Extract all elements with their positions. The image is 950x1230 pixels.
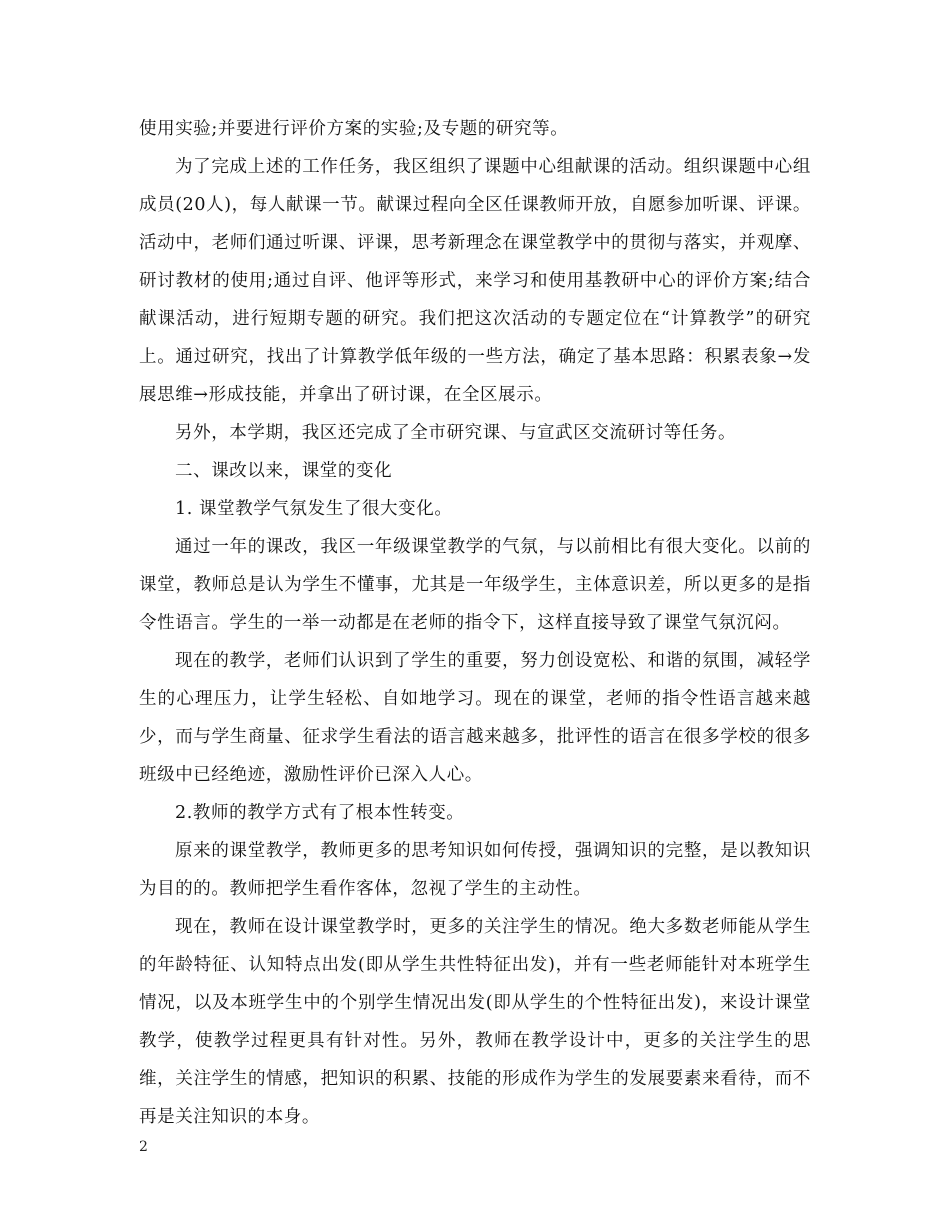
section-heading: 二、课改以来，课堂的变化 xyxy=(175,461,393,481)
paragraph: 通过一年的课改，我区一年级课堂教学的气氛，与以前相比有很大变化。以前的课堂，教师总是认为学生不懂事，尤其是一年级学生，主体意识差，所以更多的是指令性语言。学生的一举一动都是在老师的指令下，这样直接导致了课堂气氛沉闷。 xyxy=(139,537,811,633)
subsection-heading: 2.教师的教学方式有了根本性转变。 xyxy=(175,803,465,823)
paragraph: 另外，本学期，我区还完成了全市研究课、与宣武区交流研讨等任务。 xyxy=(175,423,737,443)
document-body xyxy=(139,110,811,1136)
paragraph: 原来的课堂教学，教师更多的思考知识如何传授，强调知识的完整，是以教知识为目的的。教师把学生看作客体，忽视了学生的主动性。 xyxy=(139,841,811,899)
subsection-heading: 1. 课堂教学气氛发生了很大变化。 xyxy=(175,499,453,519)
page-number: 2 xyxy=(139,1139,148,1155)
paragraph: 现在，教师在设计课堂教学时，更多的关注学生的情况。绝大多数老师能从学生的年龄特征、认知特点出发(即从学生共性特征出发)，并有一些老师能针对本班学生情况，以及本班学生中的个别学生情况出发(即从学生的个性特征出发)，来设计课堂教学，使教学过程更具有针对性。另外，教师在教学设计中，更多的关注学生的思维，关注学生的情感，把知识的积累、技能的形成作为学生的发展要素来看待，而不再是关注知识的本身。 xyxy=(139,917,811,1127)
paragraph: 现在的教学，老师们认识到了学生的重要，努力创设宽松、和谐的氛围，减轻学生的心理压力，让学生轻松、自如地学习。现在的课堂，老师的指令性语言越来越少，而与学生商量、征求学生看法的语言越来越多，批评性的语言在很多学校的很多班级中已经绝迹，激励性评价已深入人心。 xyxy=(139,651,811,785)
paragraph: 为了完成上述的工作任务，我区组织了课题中心组献课的活动。组织课题中心组成员(20人)，每人献课一节。献课过程向全区任课教师开放，自愿参加听课、评课。活动中，老师们通过听课、评课，思考新理念在课堂教学中的贯彻与落实，并观摩、研讨教材的使用;通过自评、他评等形式，来学习和使用基教研中心的评价方案;结合献课活动，进行短期专题的研究。我们把这次活动的专题定位在“计算教学”的研究上。通过研究，找出了计算教学低年级的一些方法，确定了基本思路：积累表象→发展思维→形成技能，并拿出了研讨课，在全区展示。 xyxy=(139,157,811,405)
paragraph: 使用实验;并要进行评价方案的实验;及专题的研究等。 xyxy=(139,119,569,139)
